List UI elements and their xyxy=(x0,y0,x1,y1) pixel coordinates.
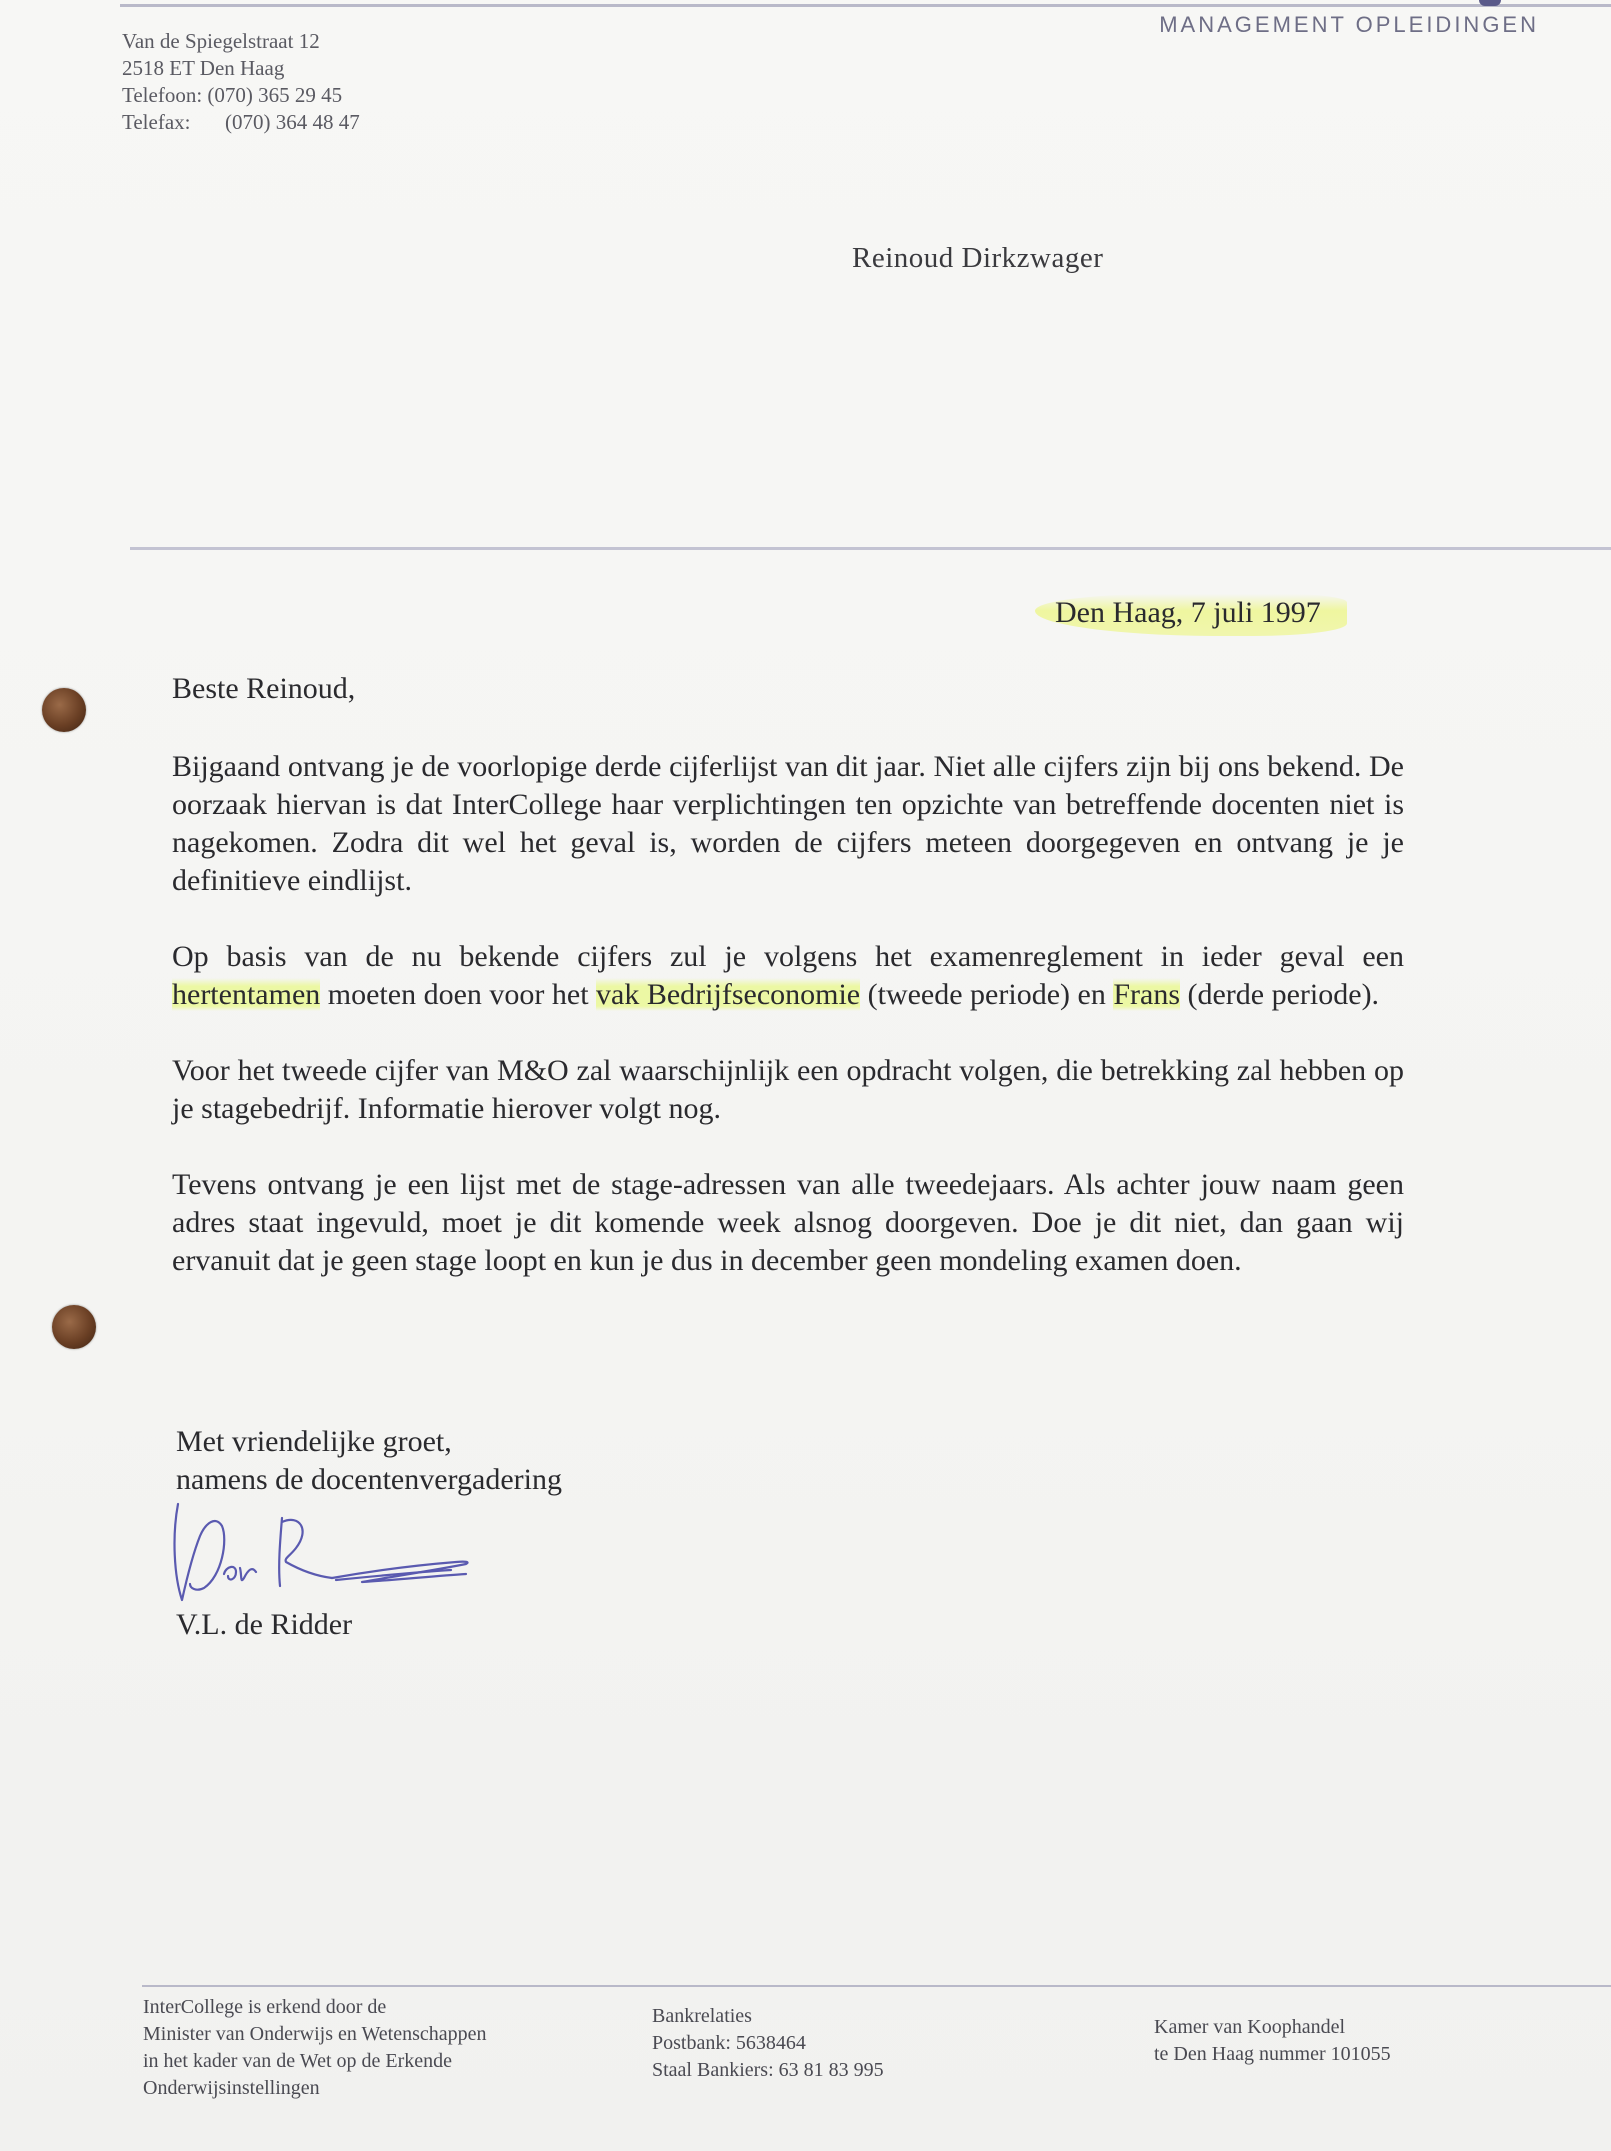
brand-name: MANAGEMENT OPLEIDINGEN xyxy=(1159,12,1539,37)
sender-phone-line xyxy=(122,82,360,109)
paragraph-1: Bijgaand ontvang je de voorlopige derde cijferlijst van dit jaar. Niet alle cijfers zijn bij ons bekend. De oorzaak hiervan is dat InterCollege haar verplichtingen ten opzichte van betreffende docenten niet is nagekomen. Zodra dit wel het geval is, worden de cijfers meteen doorgegeven en ontvang je je definitieve eindlijst. xyxy=(172,750,1404,897)
closing-greeting: Met vriendelijke groet, xyxy=(176,1425,452,1458)
footer-accreditation-line: Minister van Onderwijs en Wetenschappen xyxy=(143,2023,487,2045)
signature-image xyxy=(166,1496,496,1608)
letter-date: Den Haag, 7 juli 1997 xyxy=(1035,594,1347,636)
sender-street: Van de Spiegelstraat 12 xyxy=(122,29,320,53)
salutation: Beste Reinoud, xyxy=(172,672,356,705)
signer-name: V.L. de Ridder xyxy=(176,1608,353,1641)
punch-hole-icon xyxy=(52,1305,96,1349)
sender-phone-label: Telefoon: xyxy=(122,83,203,107)
sender-fax-line xyxy=(122,109,360,136)
paragraph-2 xyxy=(172,938,1404,1014)
highlight-hertentamen: hertentamen xyxy=(172,978,321,1011)
paragraph-3: Voor het tweede cijfer van M&O zal waarschijnlijk een opdracht volgen, die betrekking zal hebben op je stagebedrijf. Informatie hierover volgt nog. xyxy=(172,1054,1404,1125)
paragraph-2-part-d: (derde periode). xyxy=(1180,978,1380,1011)
punch-hole-icon xyxy=(42,688,86,732)
sender-city: 2518 ET Den Haag xyxy=(122,56,285,80)
footer-staal-bankiers: Staal Bankiers: 63 81 83 995 xyxy=(652,2059,884,2081)
footer-accreditation xyxy=(143,1994,487,2102)
paragraph-4: Tevens ontvang je een lijst met de stage-adressen van alle tweedejaars. Als achter jouw naam geen adres staat ingevuld, moet je dit komende week alsnog doorgeven. Doe je dit niet, dan gaan wij ervanuit dat je geen stage loopt en kun je dus in december geen mondeling examen doen. xyxy=(172,1168,1404,1277)
footer-chamber-title: Kamer van Koophandel xyxy=(1154,2016,1346,2038)
footer-accreditation-line: InterCollege is erkend door de xyxy=(143,1996,387,2018)
footer-chamber-number: te Den Haag nummer 101055 xyxy=(1154,2043,1391,2065)
paragraph-2-part-a: Op basis van de nu bekende cijfers zul je volgens het examenreglement in ieder geval een xyxy=(172,940,1404,973)
footer-accreditation-line: in het kader van de Wet op de Erkende xyxy=(143,2050,453,2072)
address-divider xyxy=(130,547,1611,550)
paragraph-2-part-c: (tweede periode) en xyxy=(860,978,1114,1011)
recipient-name: Reinoud Dirkzwager xyxy=(852,242,1104,274)
paragraph-2-part-b: moeten doen voor het xyxy=(320,978,597,1011)
highlight-bedrijfseconomie: vak Bedrijfseconomie xyxy=(596,978,861,1011)
brand-mark-icon xyxy=(1479,0,1501,6)
sender-fax: (070) 364 48 47 xyxy=(225,110,360,134)
footer-bank-title: Bankrelaties xyxy=(652,2005,752,2027)
highlight-frans: Frans xyxy=(1113,978,1180,1011)
footer-accreditation-line: Onderwijsinstellingen xyxy=(143,2077,320,2099)
closing xyxy=(176,1423,562,1499)
footer-bank xyxy=(652,2003,884,2084)
header-rule xyxy=(120,4,1611,7)
sender-address xyxy=(122,28,360,136)
letter-body xyxy=(172,670,1404,1318)
footer-chamber xyxy=(1154,2014,1391,2068)
footer-postbank: Postbank: 5638464 xyxy=(652,2032,806,2054)
sender-fax-label: Telefax: xyxy=(122,110,191,134)
closing-on-behalf: namens de docentenvergadering xyxy=(176,1463,562,1496)
footer-rule xyxy=(142,1985,1611,1987)
sender-phone: (070) 365 29 45 xyxy=(207,83,343,107)
